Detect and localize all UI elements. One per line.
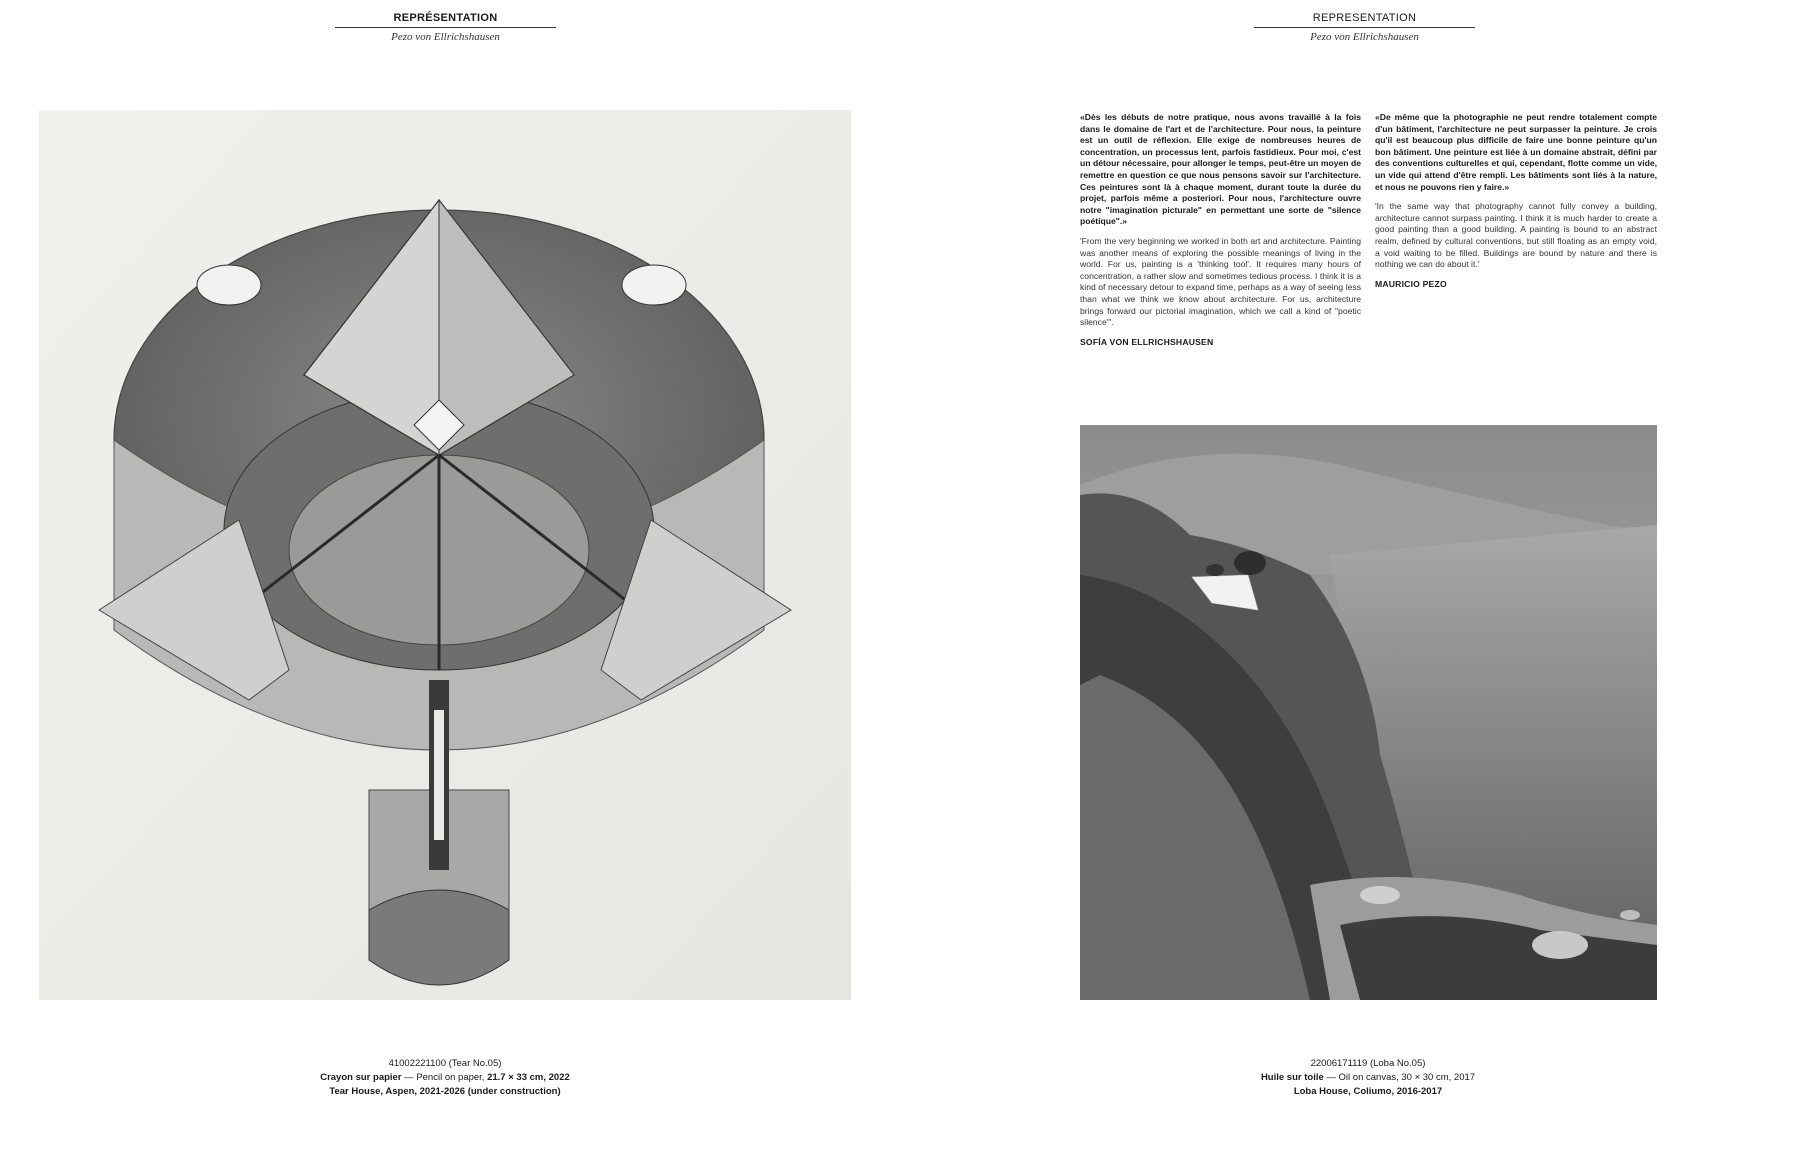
quote-english: 'In the same way that photography cannot fully convey a building, architecture cannot surpass painting. I think it is much harder to create a good painting than a good building. A painting is bound to an abstract realm, defined by cultural conventions, but still floating as an empty void, a void waiting to be filled. Buildings are bound by nature and there is nothing we can do about it.' xyxy=(1375,201,1657,270)
running-head-title: REPRÉSENTATION xyxy=(335,12,556,28)
caption-medium: Huile sur toile — Oil on canvas, 30 × 30 cm, 2017 xyxy=(1260,1072,1476,1083)
caption-project: Tear House, Aspen, 2021-2026 (under construction) xyxy=(329,1086,561,1097)
running-head-author: Pezo von Ellrichshausen xyxy=(391,31,500,43)
painting-caption xyxy=(1168,1057,1568,1099)
running-head-author: Pezo von Ellrichshausen xyxy=(1310,31,1419,43)
quote-signature: SOFÍA VON ELLRICHSHAUSEN xyxy=(1080,336,1214,347)
quote-english: 'From the very beginning we worked in both art and architecture. Painting was another means of exploring the possible meanings of living in the world. For us, painting is a 'thinking tool'. It requires many hours of concentration, a rather slow and sometimes tedious process. I think it is a kind of necessary detour to expand time, perhaps as a way of seeing less than what we think we know about architecture. For us, architecture brings forward our pictorial imagination, which we call a kind of "poetic silence"'. xyxy=(1080,235,1361,328)
drawing-caption xyxy=(245,1057,645,1099)
caption-project: Loba House, Coliumo, 2016-2017 xyxy=(1293,1086,1443,1097)
quote-french: «De même que la photographie ne peut rendre totalement compte d'un bâtiment, l'architecture ne peut surpasser la peinture. Je crois qu'il est beaucoup plus difficile de faire une bonne peinture qu'un bon bâtiment. Une peinture est liée à un domaine abstrait, défini par des conventions culturelles et qui, cependant, flotte comme un vide, un vide qui attend d'être rempli. Les bâtiments sont liés à la nature, et nous ne pouvons rien y faire.» xyxy=(1375,112,1657,192)
right-page xyxy=(901,0,1802,1166)
oil-painting-figure xyxy=(1080,425,1657,1000)
quote-column-mauricio xyxy=(1375,112,1657,290)
quote-signature: MAURICIO PEZO xyxy=(1375,278,1447,289)
pencil-drawing-figure xyxy=(39,110,851,1000)
quote-column-sofia xyxy=(1080,112,1361,348)
running-head-title: REPRESENTATION xyxy=(1254,12,1475,28)
running-head xyxy=(335,12,556,43)
quote-french: «Dès les débuts de notre pratique, nous avons travaillé à la fois dans le domaine de l'art et de l'architecture. Pour nous, la peinture est un outil de réflexion. Elle exige de nombreuses heures de concentration, un processus lent, parfois fastidieux. Pour moi, c'est un détour nécessaire, pour allonger le temps, peut-être un moyen de remettre en question ce que nous pensons savoir sur l'architecture. Ces peintures sont là à chaque moment, durant toute la durée du projet, parfois même a posteriori. Pour nous, l'architecture ouvre notre "imagination picturale" en permettant une sorte de "silence poétique".» xyxy=(1080,112,1361,227)
coastal-landscape-illustration xyxy=(1080,425,1657,1000)
caption-medium: Crayon sur papier — Pencil on paper, 21.7 × 33 cm, 2022 xyxy=(320,1072,570,1083)
running-head xyxy=(1254,12,1475,43)
pencil-drawing-illustration xyxy=(39,110,851,1000)
caption-reference: 22006171119 (Loba No.05) xyxy=(1310,1058,1426,1069)
caption-reference: 41002221100 (Tear No.05) xyxy=(388,1058,502,1069)
